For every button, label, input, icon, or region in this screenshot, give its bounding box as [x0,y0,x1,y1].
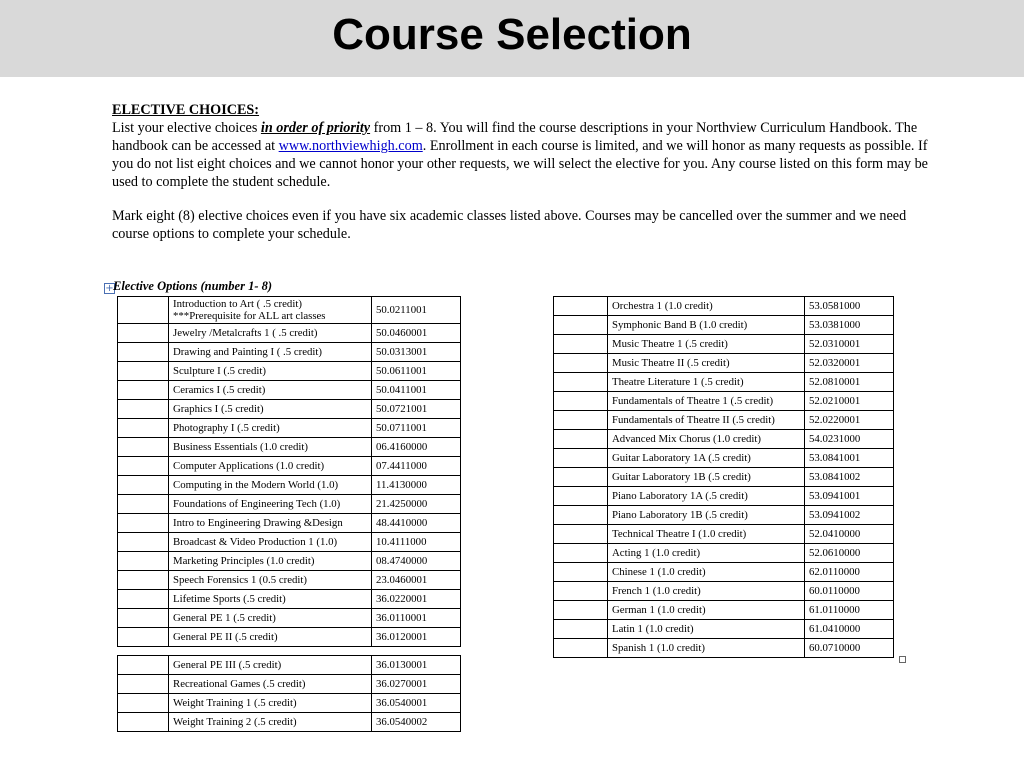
course-code: 50.0313001 [372,343,461,362]
course-code: 50.0611001 [372,362,461,381]
priority-cell[interactable] [554,430,608,449]
course-name: Acting 1 (1.0 credit) [608,544,805,563]
table-row [118,343,461,362]
course-code: 60.0710000 [805,639,894,658]
course-name: Lifetime Sports (.5 credit) [169,590,372,609]
instructions-text-start: List your elective choices [112,120,261,136]
slide-title: Course Selection [332,10,692,59]
priority-cell[interactable] [118,343,169,362]
course-name: Foundations of Engineering Tech (1.0) [169,495,372,514]
course-name: Marketing Principles (1.0 credit) [169,552,372,571]
course-name: Recreational Games (.5 credit) [169,675,372,694]
course-name: Jewelry /Metalcrafts 1 ( .5 credit) [169,324,372,343]
course-name: Technical Theatre I (1.0 credit) [608,525,805,544]
course-code: 60.0110000 [805,582,894,601]
course-code: 11.4130000 [372,476,461,495]
course-name: Advanced Mix Chorus (1.0 credit) [608,430,805,449]
priority-emphasis: in order of priority [260,120,371,136]
table-row [118,362,461,381]
table-row [118,324,461,343]
course-name: Drawing and Painting I ( .5 credit) [169,343,372,362]
course-code: 06.4160000 [372,438,461,457]
table-row [554,639,894,658]
table-resize-handle[interactable] [899,656,906,663]
course-name: General PE III (.5 credit) [169,656,372,675]
table-row [554,468,894,487]
priority-cell[interactable] [118,381,169,400]
priority-cell[interactable] [118,297,169,324]
table-row [118,457,461,476]
course-code: 08.4740000 [372,552,461,571]
table-row [554,487,894,506]
priority-cell[interactable] [118,656,169,675]
course-code: 52.0810001 [805,373,894,392]
priority-cell[interactable] [118,533,169,552]
table-row [118,400,461,419]
instructions [112,101,932,243]
priority-cell[interactable] [554,620,608,639]
priority-cell[interactable] [118,438,169,457]
course-name: Fundamentals of Theatre II (.5 credit) [608,411,805,430]
course-name: Orchestra 1 (1.0 credit) [608,297,805,316]
course-name: Speech Forensics 1 (0.5 credit) [169,571,372,590]
table-row [118,495,461,514]
elective-table-left-continued [117,655,461,732]
priority-cell[interactable] [118,609,169,628]
course-name: Ceramics I (.5 credit) [169,381,372,400]
course-name: Piano Laboratory 1B (.5 credit) [608,506,805,525]
priority-cell[interactable] [554,449,608,468]
priority-cell[interactable] [118,675,169,694]
course-code: 36.0120001 [372,628,461,647]
course-code: 36.0540001 [372,694,461,713]
table-row [554,297,894,316]
priority-cell[interactable] [554,582,608,601]
table-row [118,694,461,713]
course-name: Weight Training 2 (.5 credit) [169,713,372,732]
course-code: 07.4411000 [372,457,461,476]
course-code: 52.0410000 [805,525,894,544]
priority-cell[interactable] [118,694,169,713]
priority-cell[interactable] [118,514,169,533]
course-code: 36.0130001 [372,656,461,675]
course-code: 52.0220001 [805,411,894,430]
priority-cell[interactable] [554,468,608,487]
course-name: Fundamentals of Theatre 1 (.5 credit) [608,392,805,411]
table-row [118,590,461,609]
priority-cell[interactable] [554,563,608,582]
course-code: 53.0581000 [805,297,894,316]
table-row [554,430,894,449]
course-code: 53.0841002 [805,468,894,487]
instructions-text-middle: from 1 – 8. You will find the course descriptions in your Northview Curriculum Handbook. The handbook can be accessed at [112,120,918,154]
table-row [554,620,894,639]
course-code: 50.0721001 [372,400,461,419]
course-name: General PE II (.5 credit) [169,628,372,647]
table-row [554,601,894,620]
course-code: 23.0460001 [372,571,461,590]
table-row [554,563,894,582]
course-name: Piano Laboratory 1A (.5 credit) [608,487,805,506]
course-name: Theatre Literature 1 (.5 credit) [608,373,805,392]
priority-cell[interactable] [554,411,608,430]
instructions-paragraph-1 [112,119,932,191]
course-name: Computer Applications (1.0 credit) [169,457,372,476]
course-name: Photography I (.5 credit) [169,419,372,438]
priority-cell[interactable] [118,476,169,495]
course-code: 61.0110000 [805,601,894,620]
course-code: 36.0110001 [372,609,461,628]
priority-cell[interactable] [554,392,608,411]
priority-cell[interactable] [118,590,169,609]
priority-cell[interactable] [118,571,169,590]
course-code: 52.0210001 [805,392,894,411]
instructions-heading: ELECTIVE CHOICES: [112,102,260,118]
course-name: General PE 1 (.5 credit) [169,609,372,628]
course-name: Spanish 1 (1.0 credit) [608,639,805,658]
course-name: Broadcast & Video Production 1 (1.0) [169,533,372,552]
table-row [554,449,894,468]
course-code: 36.0540002 [372,713,461,732]
course-code: 52.0320001 [805,354,894,373]
table-row [118,297,461,324]
priority-cell[interactable] [118,457,169,476]
table-row [118,438,461,457]
table-row [554,544,894,563]
course-code: 53.0941001 [805,487,894,506]
course-code: 50.0211001 [372,297,461,324]
course-code: 36.0220001 [372,590,461,609]
course-name: Intro to Engineering Drawing &Design [169,514,372,533]
priority-cell[interactable] [554,373,608,392]
priority-cell[interactable] [118,419,169,438]
course-code: 53.0941002 [805,506,894,525]
table-row [118,514,461,533]
course-code: 50.0711001 [372,419,461,438]
table-caption: Elective Options (number 1- 8) [113,279,273,293]
table-row [118,571,461,590]
priority-cell[interactable] [554,525,608,544]
course-code: 52.0310001 [805,335,894,354]
table-row [118,628,461,647]
priority-cell[interactable] [554,601,608,620]
course-code: 53.0841001 [805,449,894,468]
table-row [118,419,461,438]
course-name: Music Theatre 1 (.5 credit) [608,335,805,354]
priority-cell[interactable] [554,639,608,658]
table-row [554,525,894,544]
priority-cell[interactable] [118,324,169,343]
course-name: Guitar Laboratory 1B (.5 credit) [608,468,805,487]
course-name: Introduction to Art ( .5 credit) [173,298,302,310]
priority-cell[interactable] [118,713,169,732]
priority-cell[interactable] [118,495,169,514]
elective-table-right [553,296,894,658]
priority-cell[interactable] [554,354,608,373]
table-row [554,506,894,525]
course-code: 62.0110000 [805,563,894,582]
course-code: 53.0381000 [805,316,894,335]
priority-cell[interactable] [118,362,169,381]
course-name: Symphonic Band B (1.0 credit) [608,316,805,335]
table-row [118,675,461,694]
table-row [554,354,894,373]
table-row [554,411,894,430]
table-row [118,609,461,628]
handbook-link[interactable]: www.northviewhigh.com [278,138,423,154]
course-name: Weight Training 1 (.5 credit) [169,694,372,713]
table-row [554,373,894,392]
course-name: Chinese 1 (1.0 credit) [608,563,805,582]
table-row [554,582,894,601]
course-name: Graphics I (.5 credit) [169,400,372,419]
course-name: Latin 1 (1.0 credit) [608,620,805,639]
course-prerequisite: ***Prerequisite for ALL art classes [173,310,326,322]
table-row [118,713,461,732]
instructions-paragraph-2: Mark eight (8) elective choices even if you have six academic classes listed above. Courses may be cancelled over the summer and we need course options to complete your schedule. [112,208,907,242]
instructions-text-end: . Enrollment in each course is limited, and we will honor as many requests as possible. If you do not list eight choices and we cannot honor your other requests, we will select the elective for you. Any course listed on this form may be used to complete the student schedule. [112,138,928,190]
course-name: Guitar Laboratory 1A (.5 credit) [608,449,805,468]
course-name: Computing in the Modern World (1.0) [169,476,372,495]
course-name: Music Theatre II (.5 credit) [608,354,805,373]
priority-cell[interactable] [554,487,608,506]
course-name-cell [169,297,372,324]
priority-cell[interactable] [554,506,608,525]
course-name: Business Essentials (1.0 credit) [169,438,372,457]
course-name: French 1 (1.0 credit) [608,582,805,601]
table-row [118,656,461,675]
course-code: 48.4410000 [372,514,461,533]
course-code: 36.0270001 [372,675,461,694]
table-row [118,533,461,552]
table-row [118,381,461,400]
course-code: 21.4250000 [372,495,461,514]
course-code: 10.4111000 [372,533,461,552]
table-row [118,476,461,495]
course-name: Sculpture I (.5 credit) [169,362,372,381]
title-bar [0,0,1024,77]
priority-cell[interactable] [554,544,608,563]
table-move-handle-icon[interactable]: + [105,283,114,294]
priority-cell[interactable] [118,628,169,647]
priority-cell[interactable] [118,552,169,571]
course-code: 50.0411001 [372,381,461,400]
course-name: German 1 (1.0 credit) [608,601,805,620]
table-row [554,316,894,335]
course-code: 61.0410000 [805,620,894,639]
table-row [118,552,461,571]
priority-cell[interactable] [118,400,169,419]
course-code: 50.0460001 [372,324,461,343]
priority-cell[interactable] [554,297,608,316]
table-row [554,392,894,411]
elective-table-left [117,296,461,647]
priority-cell[interactable] [554,316,608,335]
table-row [554,335,894,354]
course-code: 52.0610000 [805,544,894,563]
course-code: 54.0231000 [805,430,894,449]
priority-cell[interactable] [554,335,608,354]
